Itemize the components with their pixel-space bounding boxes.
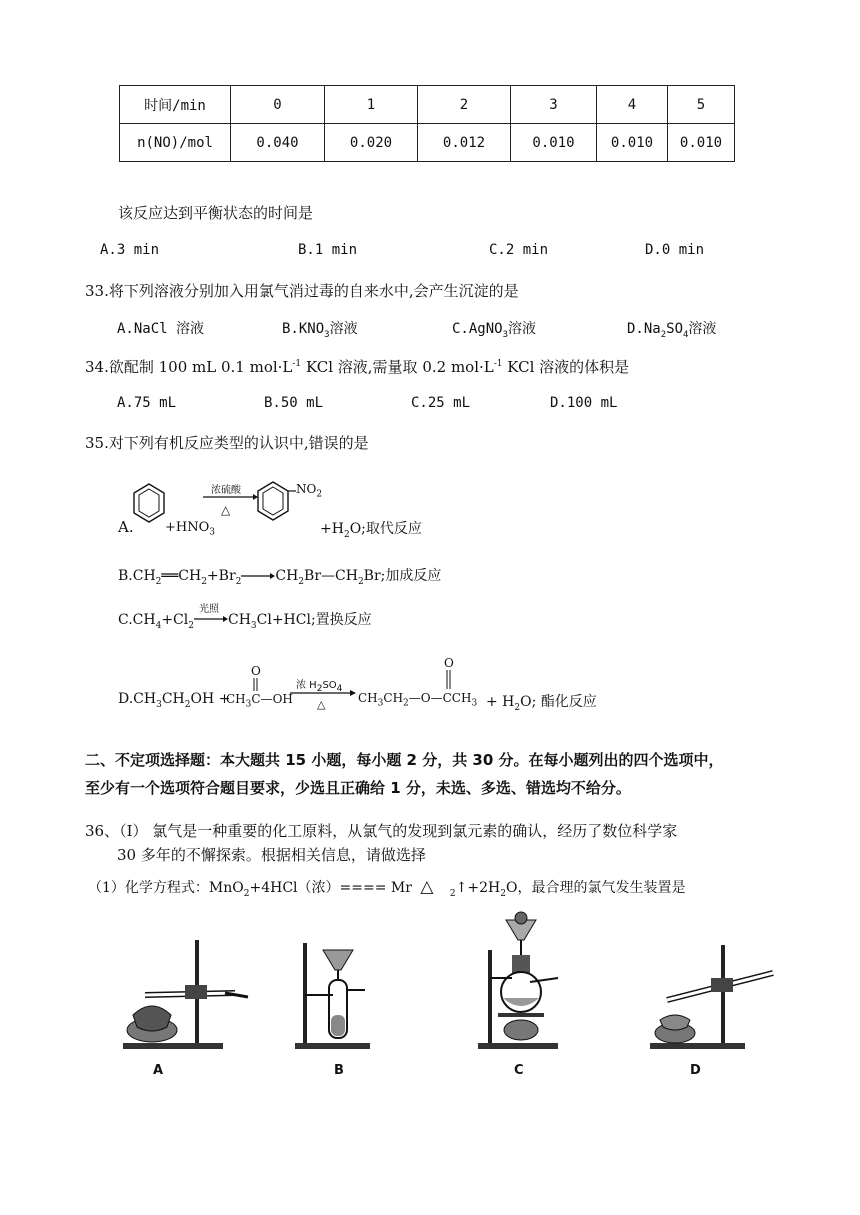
stem-text: （1）化学方程式：MnO [88,880,244,896]
option-c[interactable] [452,318,536,340]
subscript: 3 [209,527,215,538]
apparatus-c-image[interactable] [468,910,563,1055]
subscript: 2 [660,329,667,340]
condition-label: 光照 [198,604,219,615]
question-36-sub-1 [88,877,685,899]
reaction-arrow-icon [241,571,275,581]
question-34-stem [85,356,629,377]
subscript: 2 [155,576,162,587]
formula-text: CH [275,568,299,584]
table-cell: 2 [418,86,511,124]
heat-icon: △ [221,503,231,517]
option-text: 溶液 [508,321,536,337]
subscript: 2 [316,684,323,694]
superscript: -1 [493,359,503,369]
option-a[interactable] [118,478,718,548]
apparatus-label: D [690,1063,701,1078]
subscript: 2 [449,888,456,899]
data-table [119,85,735,162]
double-bond-icon [252,678,260,692]
option-a[interactable]: A.NaCl 溶液 [117,321,205,337]
table-cell: 0.012 [418,124,511,162]
subscript: 3 [324,329,330,340]
formula-text: SO [322,680,337,691]
option-text: 溶液 [688,321,717,337]
option-d[interactable]: D.0 min [645,242,705,258]
question-36-stem: 36、（Ⅰ） 氯气是一种重要的化工原料，从氯气的发现到氯元素的确认，经历了数位科学家 [85,822,678,840]
apparatus-b-image[interactable] [293,935,373,1055]
formula-text: ══CH [161,568,202,584]
stem-text: +4HCl（浓）==== Mr [249,880,412,896]
formula-text: Cl+HCl;置换反应 [256,612,372,628]
table-cell: 1 [325,86,418,124]
table-cell: 4 [597,86,668,124]
heat-icon: △ [317,698,326,711]
table-cell: 0.040 [231,124,325,162]
formula-text: +Cl [161,612,189,628]
question-36-stem: 30 多年的不懈探索。根据相关信息，请做选择 [117,846,426,864]
product-text [320,518,422,540]
option-c[interactable] [118,604,372,631]
option-c[interactable]: C.25 mL [411,395,471,411]
subscript: 4 [155,620,162,631]
subscript: 3 [245,699,252,710]
stem-text: KCl 溶液,需量取 0.2 mol·L [301,358,494,376]
product-text [358,691,477,708]
apparatus-d-image[interactable] [645,945,780,1055]
table-row [120,86,735,124]
formula-text: CH [226,692,246,706]
subscript: 2 [316,489,323,500]
formula-text: NO [296,482,317,496]
formula-text: OH + [190,691,231,707]
option-d[interactable] [627,318,716,340]
stem-text: KCl 溶液的体积是 [502,358,630,376]
section-heading: 至少有一个选项符合题目要求，少选且正确给 1 分，未选、多选、错选均不给分。 [85,779,631,797]
subscript: 4 [683,329,689,340]
nitrobenzene-ring-icon [256,478,298,526]
table-cell: n(NO)/mol [120,124,231,162]
table-cell: 0.010 [597,124,668,162]
stem-text: 34.欲配制 100 mL 0.1 mol·L [85,358,293,376]
subscript: 3 [502,329,508,340]
formula-text: C.CH [118,612,156,628]
table-cell: 5 [668,86,735,124]
apparatus-label: A [153,1063,164,1078]
option-text: B.KNO [282,321,325,337]
formula-text: D.CH [118,691,157,707]
reactant-text [118,691,230,710]
formula-text: —O—CCH [408,691,472,705]
subscript: 2 [343,529,350,540]
option-b[interactable]: B.50 mL [264,395,324,411]
subscript: 2 [201,576,207,587]
carbonyl-oxygen-text: O [444,656,454,670]
option-a[interactable]: A.75 mL [117,395,177,411]
option-text: 溶液 [329,321,358,337]
option-d[interactable] [118,652,718,712]
acid-text [226,692,293,709]
formula-text: 浓 H [296,680,317,691]
question-stem: 该反应达到平衡状态的时间是 [118,204,314,222]
reaction-condition [194,604,228,624]
subscript: 2 [243,888,250,899]
benzene-ring-icon [132,482,166,534]
formula-text: +Br [206,568,236,584]
option-a[interactable]: A.3 min [100,242,160,258]
table-cell: 时间/min [120,86,231,124]
subscript: 2 [184,699,191,710]
formula-text: +H [320,521,344,537]
formula-text: B.CH [118,568,156,584]
formula-text: CH [383,691,404,705]
table-cell: 0 [231,86,325,124]
subscript: 2 [298,576,305,587]
formula-text: + H [486,694,515,710]
reaction-arrow-icon [194,614,228,624]
option-label: A. [118,518,134,536]
stem-text: ↑+2H [455,880,501,896]
formula-text: Br;加成反应 [363,568,442,584]
subscript: 2 [235,576,242,587]
formula-text: CH [227,612,251,628]
question-33-stem: 33.将下列溶液分别加入用氯气消过毒的自来水中,会产生沉淀的是 [85,282,519,300]
superscript: -1 [292,359,302,369]
reaction-arrow-icon [203,492,258,502]
stem-text: O，最合理的氯气发生装置是 [505,880,686,896]
formula-text: CH [358,691,378,705]
formula-text: O; 酯化反应 [520,694,597,710]
option-c[interactable]: C.2 min [489,242,549,258]
subscript: 2 [500,888,506,899]
section-heading: 二、不定项选择题：本大题共 15 小题，每小题 2 分，共 30 分。在每小题列出的四个选项中， [85,751,724,769]
option-text: SO [666,321,683,337]
formula-text: Br—CH [304,568,358,584]
nitro-group-text [296,482,322,499]
apparatus-label: C [514,1063,524,1078]
option-b[interactable] [282,318,358,340]
subscript: 3 [156,699,162,710]
table-row [120,124,735,162]
option-text: D.Na [627,321,661,337]
subscript: 3 [250,620,257,631]
carbonyl-oxygen-text: O [251,664,261,678]
table-cell: 0.010 [668,124,735,162]
heat-icon: △ [420,877,434,897]
subscript: 2 [357,576,364,587]
subscript: 3 [377,698,384,709]
table-cell: 3 [511,86,597,124]
apparatus-a-image[interactable] [115,935,250,1055]
subscript: 2 [188,620,194,631]
catalyst-label: 浓硫酸 [211,485,241,496]
reaction-arrow-icon [290,688,356,698]
option-b[interactable]: B.1 min [298,242,358,258]
formula-text: +HNO [165,520,210,535]
formula-text: O;取代反应 [349,521,422,537]
option-d[interactable]: D.100 mL [550,395,618,411]
double-bond-icon [445,670,453,690]
formula-text: C—OH [251,692,293,706]
subscript: 2 [514,702,521,713]
option-b[interactable] [118,565,441,587]
option-text: C.AgNO [452,321,503,337]
subscript: 2 [403,698,409,709]
subscript: 4 [336,684,343,694]
table-cell: 0.020 [325,124,418,162]
apparatus-label: B [334,1063,344,1078]
table-cell: 0.010 [511,124,597,162]
question-35-stem: 35.对下列有机反应类型的认识中,错误的是 [85,434,369,452]
tail-text [486,691,597,713]
subscript: 3 [471,698,478,709]
reagent-text [165,520,215,538]
formula-text: CH [161,691,185,707]
